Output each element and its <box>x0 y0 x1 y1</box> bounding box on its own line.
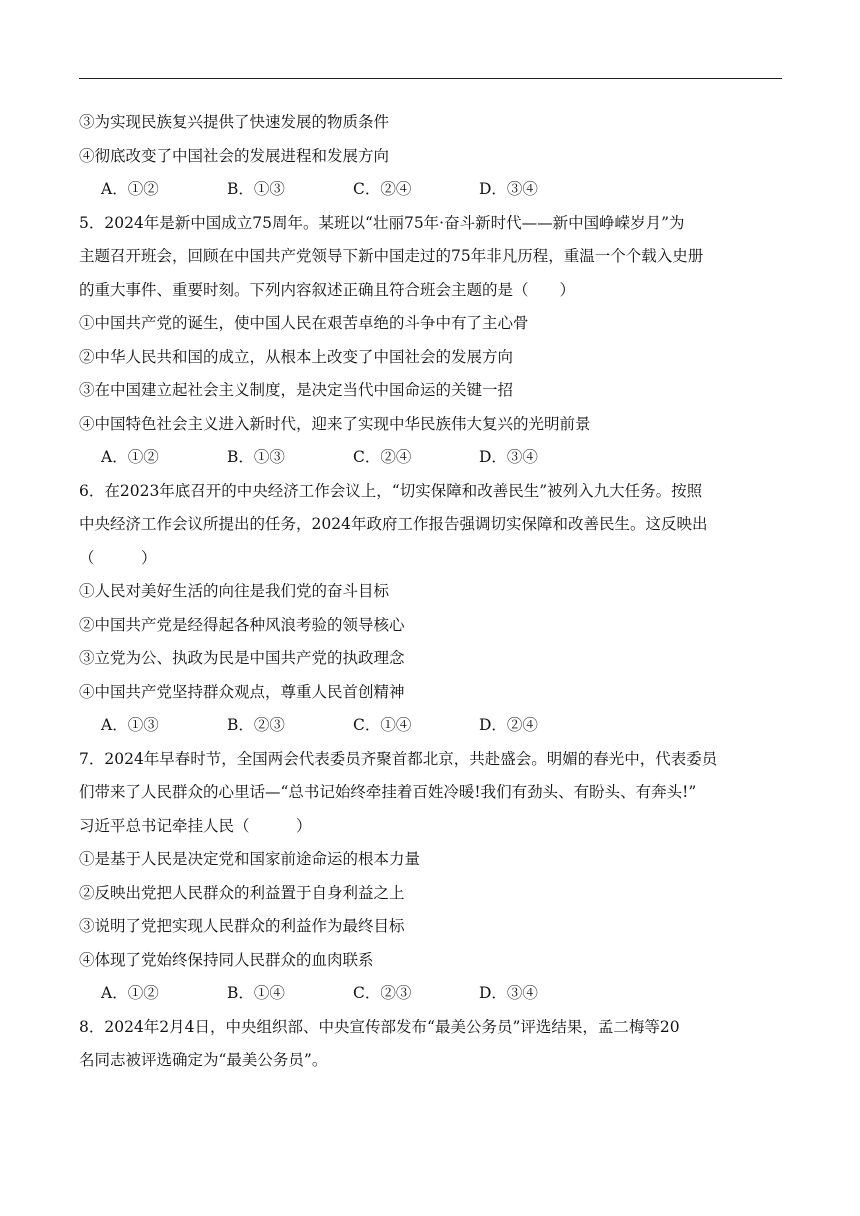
choice-b[interactable]: B．①③ <box>227 180 285 198</box>
answer-choices <box>79 977 785 1011</box>
option-line: ③立党为公、执政为民是中国共产党的执政理念 <box>79 649 405 667</box>
choice-b[interactable]: B．①④ <box>227 984 285 1002</box>
option-line: ③在中国建立起社会主义制度，是决定当代中国命运的关键一招 <box>79 381 514 399</box>
choice-c[interactable]: C．①④ <box>353 716 412 734</box>
choice-b[interactable]: B．①③ <box>227 448 285 466</box>
header-rule <box>79 78 782 79</box>
option-line: ④体现了党始终保持同人民群众的血肉联系 <box>79 950 374 969</box>
question-5-stem: 主题召开班会，回顾在中国共产党领导下新中国走过的75年非凡历程，重温一个个载入史册 <box>79 247 704 265</box>
question-8-stem: 8．2024年2月4日，中央组织部、中央宣传部发布“最美公务员”评选结果，孟二梅等20 <box>79 1017 680 1036</box>
question-8-stem: 名同志被评选确定为“最美公务员”。 <box>79 1051 328 1069</box>
choice-a[interactable]: A．①③ <box>101 716 159 734</box>
choice-d[interactable]: D．②④ <box>479 716 538 734</box>
question-6-stem: （ ） <box>79 548 157 567</box>
question-7-stem: 们带来了人民群众的心里话—“总书记始终牵挂着百姓冷暖!我们有劲头、有盼头、有奔头!” <box>79 783 697 801</box>
choice-a[interactable]: A．①② <box>101 448 159 466</box>
choice-d[interactable]: D．③④ <box>479 984 538 1002</box>
answer-choices <box>79 709 785 743</box>
choice-c[interactable]: C．②③ <box>353 984 412 1002</box>
question-6-stem: 中央经济工作会议所提出的任务，2024年政府工作报告强调切实保障和改善民生。这反映出 <box>79 515 708 533</box>
option-line: ②中国共产党是经得起各种风浪考验的领导核心 <box>79 615 405 634</box>
option-line: ④彻底改变了中国社会的发展进程和发展方向 <box>79 146 390 165</box>
option-line: ②反映出党把人民群众的利益置于自身利益之上 <box>79 883 405 902</box>
question-7-stem: 习近平总书记牵挂人民（ ） <box>79 816 312 835</box>
option-line: ②中华人民共和国的成立，从根本上改变了中国社会的发展方向 <box>79 347 514 366</box>
option-line: ①中国共产党的诞生，使中国人民在艰苦卓绝的斗争中有了主心骨 <box>79 314 529 332</box>
choice-c[interactable]: C．②④ <box>353 448 412 466</box>
answer-choices <box>79 441 785 475</box>
option-line: ④中国共产党坚持群众观点，尊重人民首创精神 <box>79 682 405 701</box>
choice-d[interactable]: D．③④ <box>479 448 538 466</box>
option-line: ③说明了党把实现人民群众的利益作为最终目标 <box>79 917 405 935</box>
question-5-stem: 的重大事件、重要时刻。下列内容叙述正确且符合班会主题的是（ ） <box>79 280 576 299</box>
choice-d[interactable]: D．③④ <box>479 180 538 198</box>
answer-choices <box>79 173 785 207</box>
option-line: ①人民对美好生活的向往是我们党的奋斗目标 <box>79 582 390 600</box>
choice-a[interactable]: A．①② <box>101 984 159 1002</box>
question-6-stem: 6．在2023年底召开的中央经济工作会议上，“切实保障和改善民生”被列入九大任务。按照 <box>79 481 703 500</box>
choice-c[interactable]: C．②④ <box>353 180 412 198</box>
question-7-stem: 7．2024年早春时节，全国两会代表委员齐聚首都北京，共赴盛会。明媚的春光中，代表委员 <box>79 749 718 768</box>
choice-b[interactable]: B．②③ <box>227 716 285 734</box>
choice-a[interactable]: A．①② <box>101 180 159 198</box>
option-line: ③为实现民族复兴提供了快速发展的物质条件 <box>79 113 390 131</box>
question-content <box>79 106 785 1078</box>
option-line: ①是基于人民是决定党和国家前途命运的根本力量 <box>79 850 421 868</box>
question-5-stem: 5．2024年是新中国成立75周年。某班以“壮丽75年·奋斗新时代——新中国峥嵘岁月”为 <box>79 213 685 232</box>
option-line: ④中国特色社会主义进入新时代，迎来了实现中华民族伟大复兴的光明前景 <box>79 414 591 433</box>
